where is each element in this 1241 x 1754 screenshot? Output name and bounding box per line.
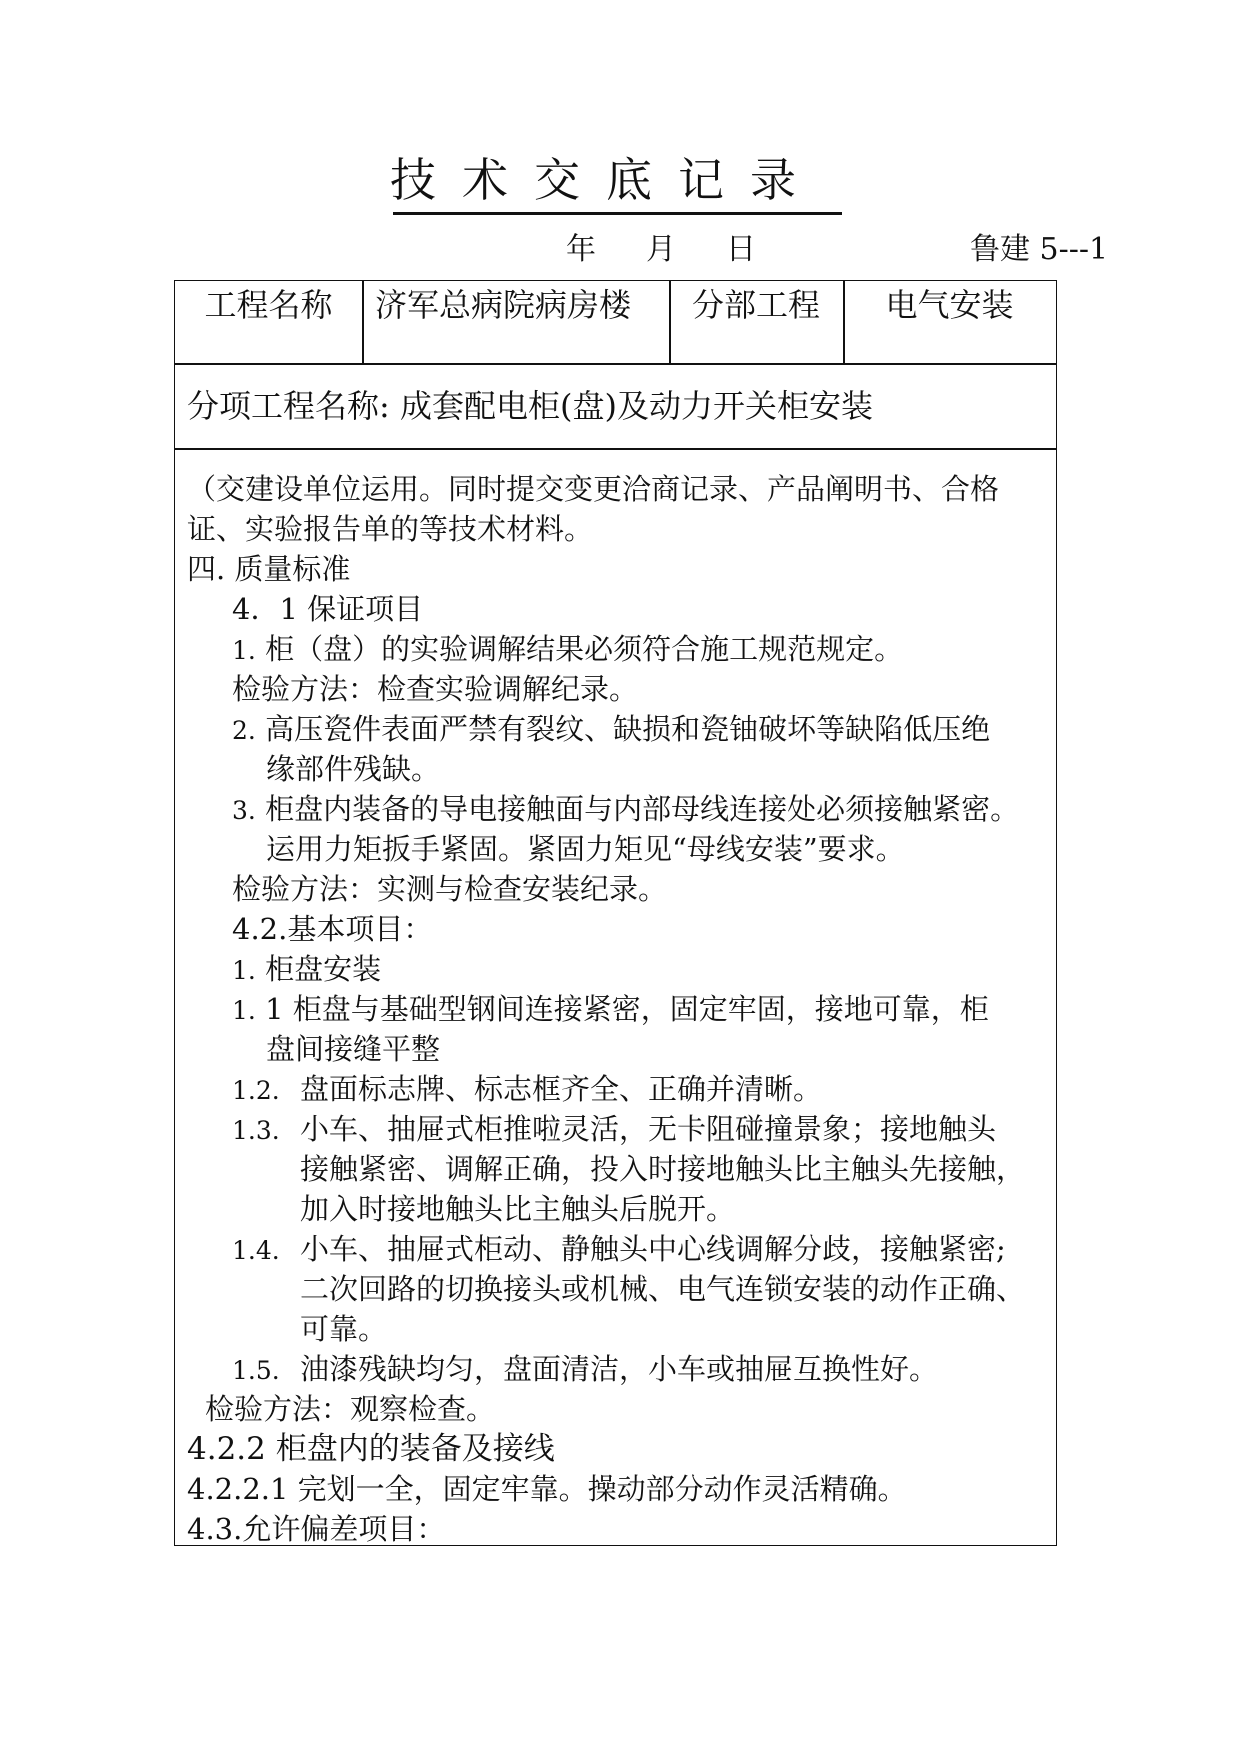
subitem-name-row [187, 363, 873, 449]
project-name-value: 济军总病院病房楼 [375, 286, 632, 324]
content-line: 运用力矩扳手紧固。紧固力矩见“母线安装”要求。 [266, 832, 905, 866]
item-number: 1. [232, 636, 256, 665]
item-text: 油漆残缺均匀，盘面清洁，小车或抽屉互换性好。 [300, 1352, 939, 1386]
item-number: 1.5. [232, 1356, 280, 1385]
item-text: 小车、抽屉式柜动、静触头中心线调解分歧，接触紧密; [300, 1232, 1006, 1266]
numbered-item [232, 1229, 1006, 1271]
numbered-item [232, 1109, 996, 1151]
item-number: 1. [232, 996, 256, 1025]
item-number: 1. [232, 956, 256, 985]
subsection-heading: 4．1 保证项目 [232, 592, 424, 626]
subsection-heading: 4.2.2 柜盘内的装备及接线 [187, 1431, 555, 1467]
date-year-label: 年 [566, 232, 596, 267]
numbered-item [232, 1349, 938, 1391]
item-text: 盘面标志牌、标志框齐全、正确并清晰。 [300, 1072, 823, 1106]
numbered-item [232, 709, 990, 751]
item-number: 3. [232, 796, 256, 825]
content-line: 二次回路的切换接头或机械、电气连锁安装的动作正确、 [300, 1272, 1026, 1306]
content-line: 证、实验报告单的等技术材料。 [187, 512, 594, 546]
title-underline [393, 212, 842, 215]
inspection-method: 检验方法：实测与检查安装纪录。 [232, 872, 668, 906]
inspection-method: 检验方法：检查实验调解纪录。 [232, 672, 639, 706]
date-day-label: 日 [726, 232, 756, 267]
content-line: 可靠。 [300, 1312, 388, 1346]
column-divider [362, 281, 364, 363]
numbered-item [232, 629, 903, 671]
content-line: 盘间接缝平整 [266, 1032, 441, 1066]
subitem-name-label: 分项工程名称: [187, 387, 390, 425]
numbered-item [232, 949, 381, 991]
division-value: 电气安装 [885, 286, 1014, 324]
item-text: 1 柜盘与基础型钢间连接紧密，固定牢固，接地可靠，柜 [265, 992, 989, 1026]
item-text: 柜盘安装 [265, 952, 382, 986]
item-text: 柜盘内装备的导电接触面与内部母线连接处必须接触紧密。 [265, 792, 1020, 826]
subsection-heading: 4.2.基本项目： [232, 912, 433, 946]
item-number: 1.2. [232, 1076, 280, 1105]
document-title: 技术交底记录 [390, 153, 822, 207]
record-table [174, 280, 1057, 1546]
content-line: 4.2.2.1 完划一全，固定牢靠。操动部分动作灵活精确。 [187, 1472, 907, 1506]
item-text: 高压瓷件表面严禁有裂纹、缺损和瓷铀破坏等缺陷低压绝 [265, 712, 991, 746]
item-text: 柜（盘）的实验调解结果必须符合施工规范规定。 [265, 632, 904, 666]
numbered-item [232, 789, 1019, 831]
form-code: 鲁建 5---1 [970, 232, 1109, 267]
numbered-item [232, 989, 989, 1031]
content-line: 缘部件残缺。 [266, 752, 441, 786]
date-month-label: 月 [646, 232, 676, 267]
inspection-method: 检验方法：观察检查。 [205, 1392, 496, 1426]
numbered-item [232, 1069, 822, 1111]
content-line: （交建设单位运用。同时提交变更洽商记录、产品阐明书、合格 [187, 472, 1000, 506]
section-heading: 四. 质量标准 [187, 552, 351, 586]
item-number: 1.3. [232, 1116, 280, 1145]
content-line: 加入时接地触头比主触头后脱开。 [300, 1192, 736, 1226]
item-number: 1.4. [232, 1236, 280, 1265]
subitem-name-value: 成套配电柜(盘)及动力开关柜安装 [399, 387, 873, 425]
division-label: 分部工程 [691, 286, 820, 324]
content-line: 接触紧密、调解正确，投入时接地触头比主触头先接触， [300, 1152, 1026, 1186]
project-name-label: 工程名称 [204, 286, 333, 324]
item-text: 小车、抽屉式柜推啦灵活，无卡阻碰撞景象；接地触头 [300, 1112, 997, 1146]
row-divider [175, 448, 1056, 450]
subsection-heading: 4.3.允许偏差项目： [187, 1512, 446, 1546]
item-number: 2. [232, 716, 256, 745]
